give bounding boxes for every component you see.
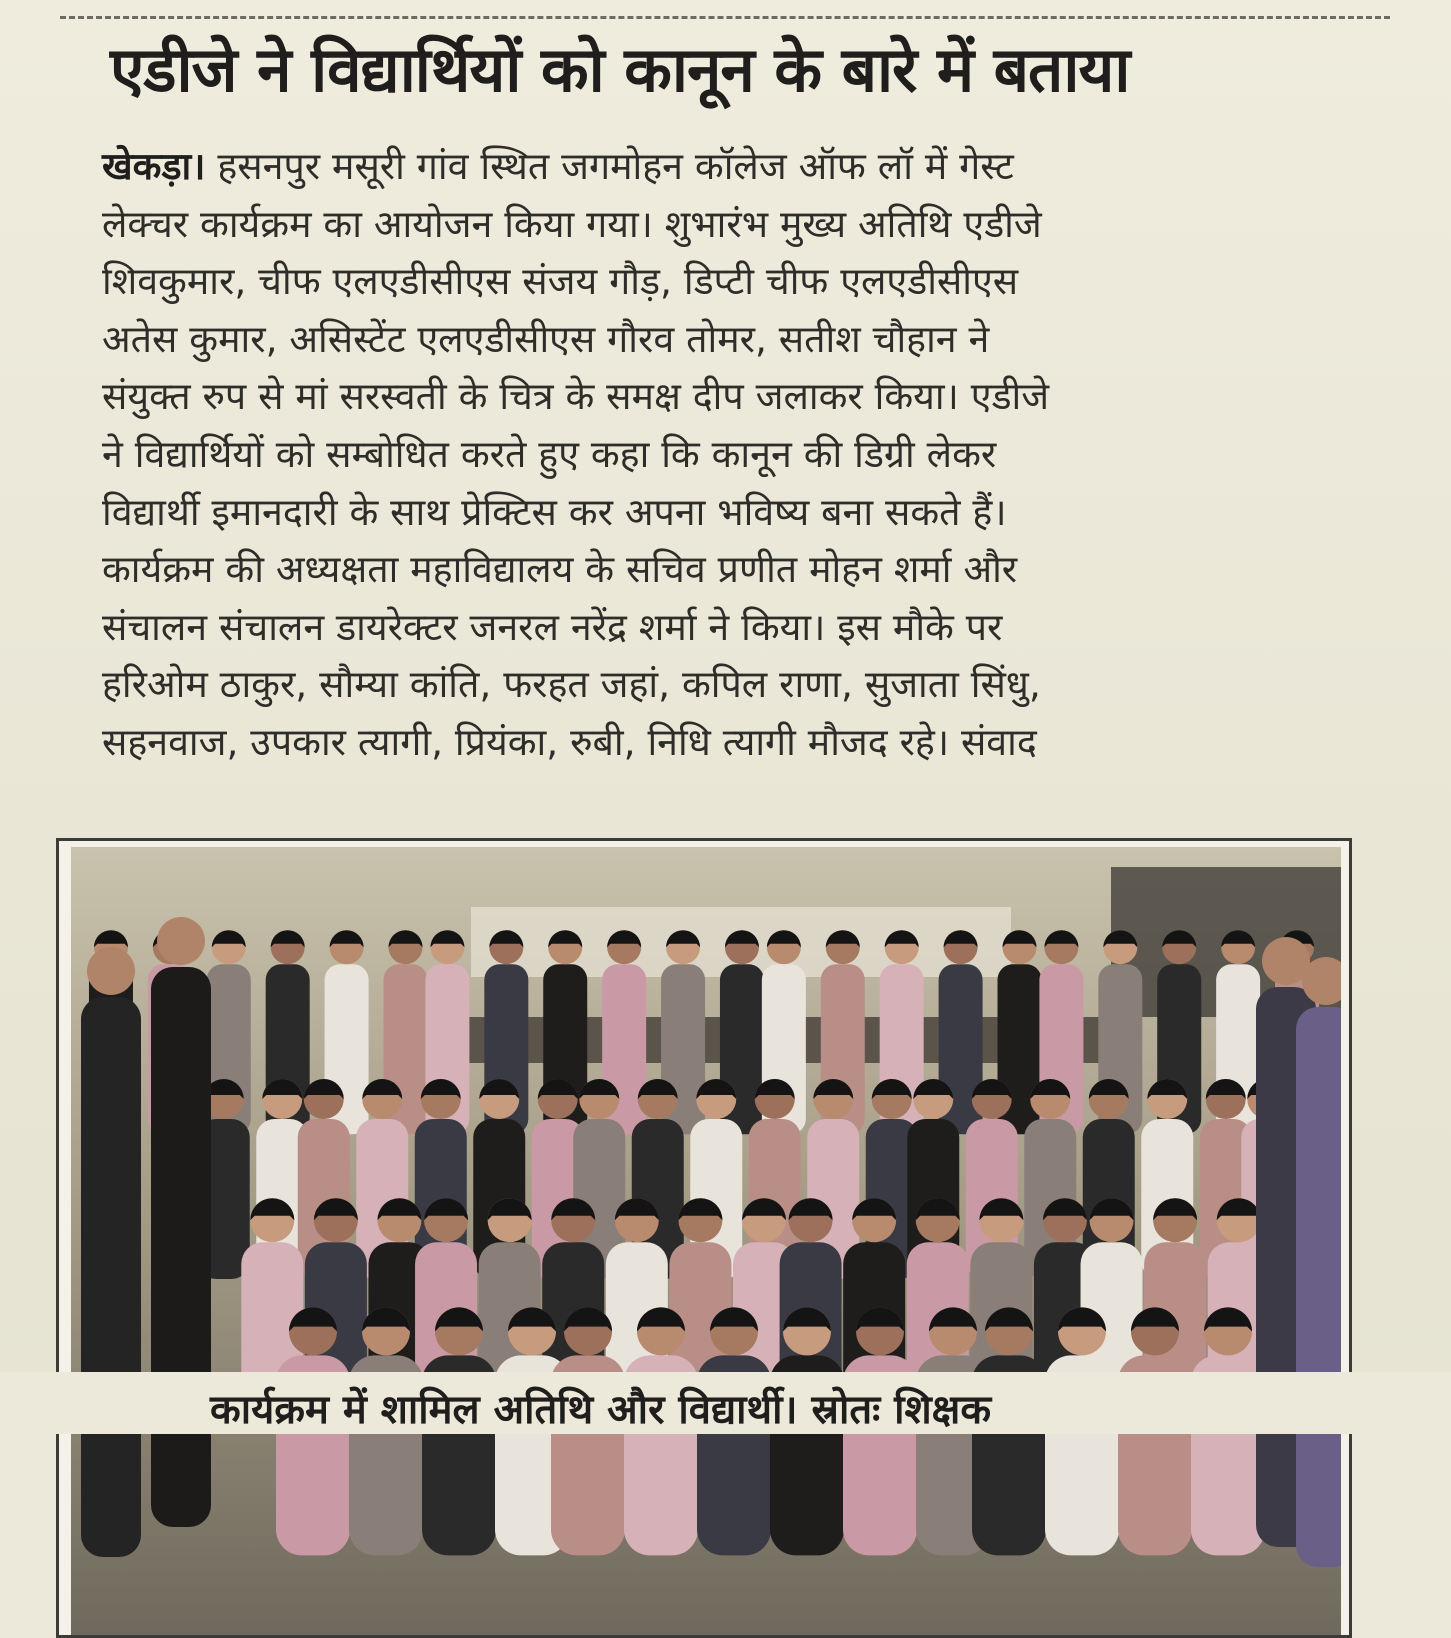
- standing-person-body: [1296, 1007, 1341, 1567]
- article-line-7: विद्यार्थी इमानदारी के साथ प्रेक्टिस कर अपना भविष्य बना सकते हैं।: [102, 489, 1007, 534]
- article-line-3: शिवकुमार, चीफ एलएडीसीएस संजय गौड़, डिप्टी चीफ एलएडीसीएस: [102, 259, 1019, 304]
- standing-person-body: [81, 997, 141, 1557]
- photo-caption: कार्यक्रम में शामिल अतिथि और विद्यार्थी। स्रोतः शिक्षक: [210, 1387, 992, 1433]
- article-line-10: हरिओम ठाकुर, सौम्या कांति, फरहत जहां, कपिल राणा, सुजाता सिंधु,: [102, 662, 1041, 707]
- article-line-4: अतेस कुमार, असिस्टेंट एलएडीसीएस गौरव तोमर, सतीश चौहान ने: [102, 316, 990, 361]
- article-line-1: [102, 138, 1364, 196]
- article-line-5: संयुक्त रुप से मां सरस्वती के चित्र के समक्ष दीप जलाकर किया। एडीजे: [102, 374, 1050, 419]
- standing-person-head: [157, 917, 205, 965]
- headline: एडीजे ने विद्यार्थियों को कानून के बारे में बताया: [110, 33, 1130, 106]
- group-photo-frame: [56, 838, 1352, 1638]
- dateline: खेकड़ा।: [102, 144, 206, 188]
- article-line-8: कार्यक्रम की अध्यक्षता महाविद्यालय के सचिव प्रणीत मोहन शर्मा और: [102, 547, 1018, 592]
- standing-person-head: [87, 947, 135, 995]
- article-body: [102, 138, 1364, 772]
- article-line-11: सहनवाज, उपकार त्यागी, प्रियंका, रुबी, निधि त्यागी मौजद रहे। संवाद: [102, 719, 1037, 764]
- group-photo: [71, 847, 1341, 1635]
- article-line-2: लेक्चर कार्यक्रम का आयोजन किया गया। शुभारंभ मुख्य अतिथि एडीजे: [102, 201, 1042, 246]
- cut-line-divider: [60, 16, 1390, 19]
- article-line-1-text: हसनपुर मसूरी गांव स्थित जगमोहन कॉलेज ऑफ लॉ में गेस्ट: [205, 144, 1014, 188]
- standing-person-body: [151, 967, 211, 1527]
- article-line-6: ने विद्यार्थियों को सम्बोधित करते हुए कहा कि कानून की डिग्री लेकर: [102, 431, 997, 476]
- group-photo-illustration: [71, 847, 1341, 1635]
- article-line-9: संचालन संचालन डायरेक्टर जनरल नरेंद्र शर्मा ने किया। इस मौके पर: [102, 604, 1003, 649]
